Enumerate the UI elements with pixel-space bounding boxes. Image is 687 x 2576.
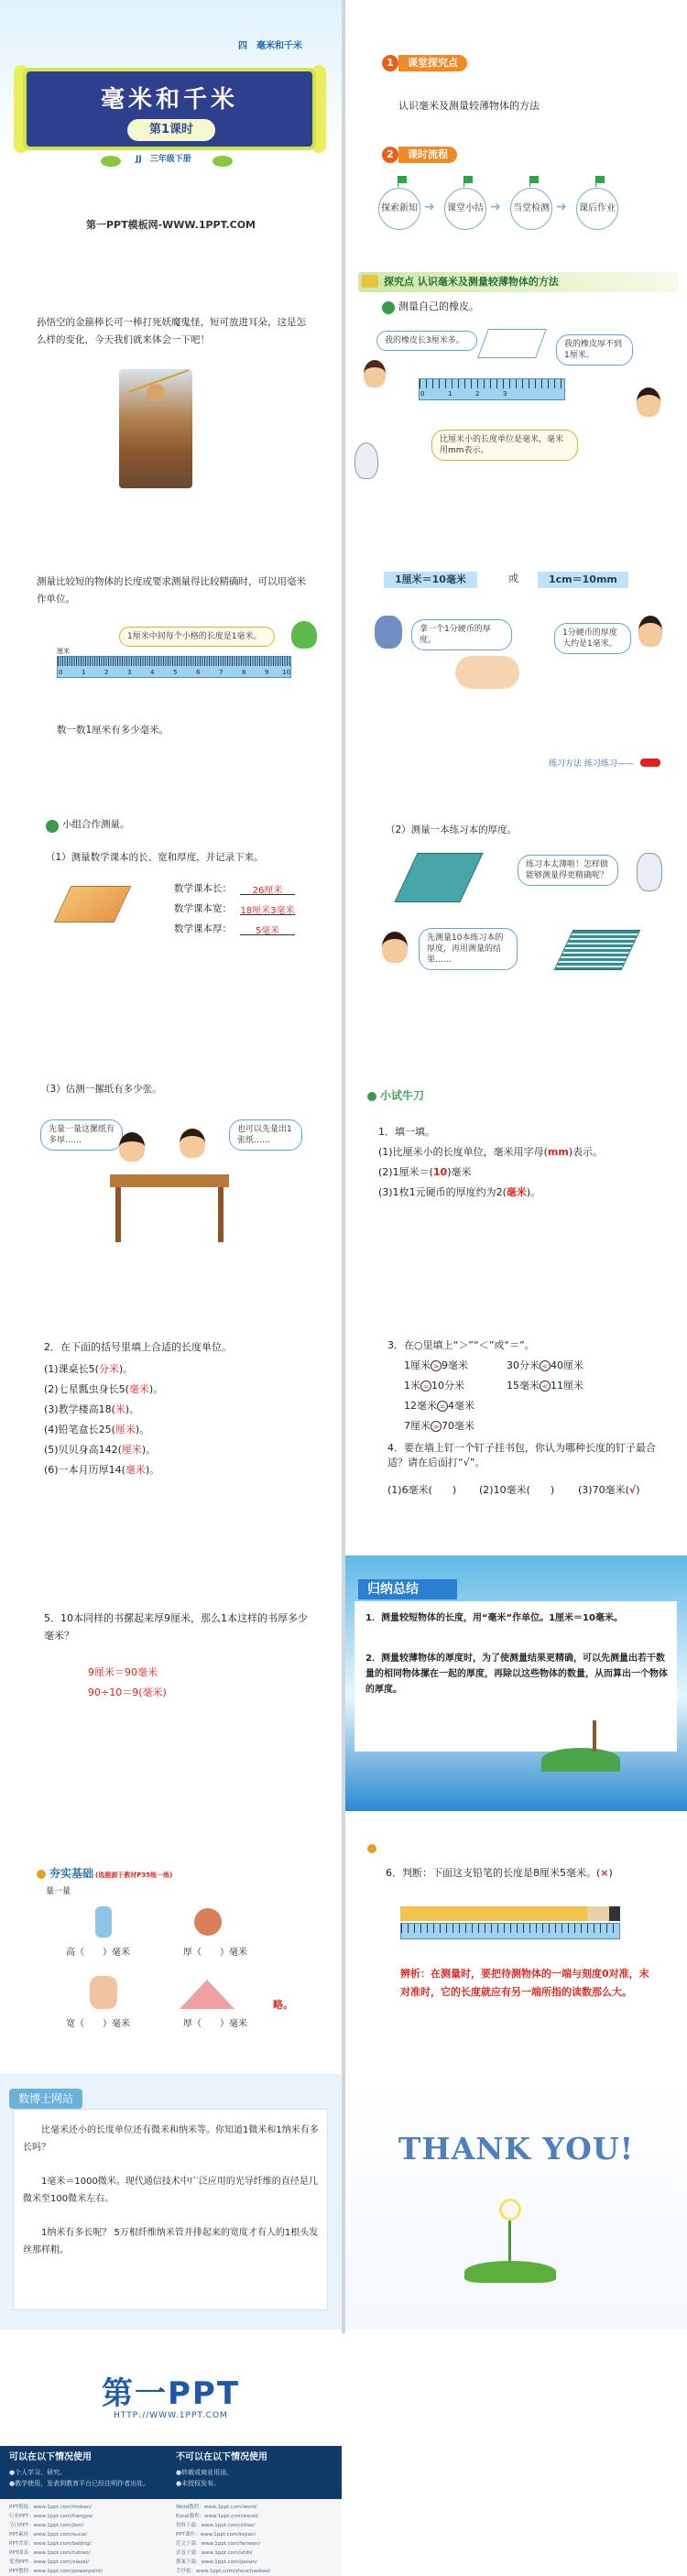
summary-point: 2．测量较薄物体的厚度时，为了使测量结果更精确，可以先测量出若干数量的相同物体摞在一起的厚度，再除以这些物体的数量，从而算出一个物体的厚度。 <box>365 1654 668 1695</box>
question-1: 1．填一填。 <box>378 1126 435 1138</box>
speech-bubble: 1分硬币的厚度大约是1毫米。 <box>554 623 631 654</box>
flag-icon <box>596 176 605 183</box>
compare-sign: > <box>431 1421 442 1432</box>
slide-summary <box>345 1555 687 1811</box>
ruler-label: 1 <box>82 669 86 676</box>
ruler-label: 0 <box>420 390 425 398</box>
compare-right: 9毫米 <box>442 1359 468 1371</box>
section-number: 1 <box>382 55 398 71</box>
arrow-right-icon: ➔ <box>556 200 567 214</box>
answer: mm <box>547 1146 569 1158</box>
edition-label: JJ 三年级下册 <box>136 155 191 164</box>
compare-item <box>507 1359 583 1373</box>
line-text: )毫米 <box>447 1166 472 1178</box>
step-text: 测量自己的橡皮。 <box>398 300 479 312</box>
leaf-icon <box>213 156 233 167</box>
ruler-label: 6 <box>196 669 201 676</box>
notebook-stack-image <box>554 930 641 970</box>
explore-title: 探究点 认识毫米及测量较薄物体的方法 <box>384 276 559 288</box>
question-3: 3．在○里填上“＞”“＜”或“＝”。 <box>387 1339 535 1351</box>
compare-sign: < <box>540 1360 551 1371</box>
link-item[interactable]: 节日PPT：www.1ppt.com/jieri/ <box>9 2523 84 2528</box>
grass-image <box>464 2261 556 2283</box>
measure-blank: 厚（ ）毫米 <box>183 2019 247 2029</box>
link-item[interactable]: 优秀PPT：www.1ppt.com/xiazai/ <box>9 2560 90 2565</box>
slide-title <box>0 0 342 256</box>
basics-heading <box>49 1866 172 1882</box>
option-1: (1)6毫米( ) <box>387 1484 457 1496</box>
question-text: 2．在下面的括号里填上合适的长度单位。 <box>44 1341 232 1353</box>
reading-paragraph: 1毫米＝1000微米。现代通信技术中广泛应用的光导纤维的直径是几微米至100微米左右。 <box>23 2177 318 2204</box>
measure-value: 26厘米 <box>240 882 295 895</box>
boy-figure <box>637 387 660 417</box>
link-item[interactable]: Word教程：www.1ppt.com/word/ <box>176 2505 257 2510</box>
link-item[interactable]: PPT教程：www.1ppt.com/powerpoint/ <box>9 2569 104 2574</box>
ruler-label: 5 <box>173 669 178 676</box>
pencil-ruler-image <box>400 1906 620 1921</box>
measure-value: 5毫米 <box>240 922 295 935</box>
section-tag: 课堂探究点 <box>398 55 467 71</box>
sub-heading: 量一量 <box>46 1887 71 1896</box>
watermark: 第一PPT模板网-WWW.1PPT.COM <box>85 219 256 231</box>
section-tag: 课时流程 <box>398 147 457 163</box>
compare-left: 1厘米 <box>404 1359 431 1371</box>
conversion-en: 1cm＝10mm <box>538 572 628 588</box>
analysis-text: 辨析：在测量时，要把待测物体的一端与刻度0对准，末对准时，它的长度就应有另一端所指的读数那么大。 <box>400 1968 649 1998</box>
eraser-image <box>477 329 547 358</box>
question-4: 4．要在墙上钉一个钉子挂书包，你认为哪种长度的钉子最合适？请在后面打“√”。 <box>387 1442 656 1468</box>
answer: 厘米 <box>121 1444 142 1456</box>
line-text: (1)比厘米小的长度单位，毫米用字母( <box>378 1146 548 1158</box>
compare-item <box>404 1359 468 1373</box>
answer: 米 <box>114 1403 125 1415</box>
boy-figure <box>638 616 662 647</box>
slide-conversion <box>345 518 687 774</box>
measure-blank: 宽（ ）毫米 <box>66 2019 130 2029</box>
flow-step: 课后作业 <box>576 188 618 230</box>
compare-right: 10分米 <box>431 1380 464 1392</box>
option-3 <box>578 1483 640 1498</box>
link-item[interactable]: 行业PPT：www.1ppt.com/hangye/ <box>9 2514 93 2519</box>
practice-heading: 小试牛刀 <box>380 1089 425 1102</box>
question-text: ) <box>608 1867 613 1879</box>
flow-step: 课堂小结 <box>444 188 486 230</box>
measure-label: 数学课本长： <box>174 883 232 894</box>
answer: 厘米 <box>114 1424 136 1435</box>
clover-icon <box>37 1870 46 1879</box>
footer-badge <box>640 759 660 767</box>
item-6 <box>44 1463 159 1478</box>
line-text: )表示。 <box>568 1146 604 1158</box>
girl-figure <box>364 360 386 387</box>
link-item[interactable]: 范文下载：www.1ppt.com/fanwen/ <box>176 2541 261 2547</box>
item-text: )。 <box>118 1363 134 1375</box>
answer-note: 略。 <box>273 1999 293 2011</box>
item-1 <box>44 1362 133 1377</box>
compare-sign: = <box>420 1381 431 1392</box>
option-text: (3)70毫米( <box>578 1484 629 1496</box>
speech-bubble: 1厘米中间每个小格的长度是1毫米。 <box>119 627 275 647</box>
frog-figure <box>291 621 317 649</box>
brand-url: HTTP://WWW.1PPT.COM <box>114 2411 228 2420</box>
step-dot <box>46 820 59 833</box>
arrow-right-icon: ➔ <box>424 200 435 214</box>
hand-coin-image <box>455 656 519 689</box>
answer: 10 <box>432 1166 448 1178</box>
clover-icon <box>367 1092 376 1101</box>
measure-label: 数学课本厚： <box>174 923 232 934</box>
ruler-label: 8 <box>242 669 246 676</box>
answer-line: 9厘米＝90毫米 <box>88 1666 158 1678</box>
boy-figure <box>382 932 408 963</box>
option-2: (2)10毫米( ) <box>479 1484 555 1496</box>
summary-panel <box>354 1601 677 1752</box>
slide-compare <box>345 1296 687 1552</box>
ruler <box>400 1923 620 1939</box>
conversion-cn: 1厘米＝10毫米 <box>384 572 477 588</box>
monkey-king-image <box>119 369 192 488</box>
slide-doctor-site <box>0 2074 342 2330</box>
bottle-image <box>95 1906 112 1937</box>
ruler-label: 4 <box>150 669 155 676</box>
flag-icon <box>398 176 407 183</box>
usage-band <box>0 2446 342 2499</box>
triangle-ruler-image <box>180 1980 234 2009</box>
step-text: 小组合作测量。 <box>62 819 130 830</box>
answer: 毫米 <box>506 1186 527 1198</box>
ruler-label: 1 <box>448 390 453 398</box>
item-text: )。 <box>125 1403 140 1415</box>
boy-figure <box>180 1129 205 1158</box>
answer: 分米 <box>98 1363 119 1375</box>
ruler <box>419 378 565 400</box>
lesson-subtitle: 第1课时 <box>127 119 215 141</box>
compare-left: 30分米 <box>507 1359 540 1371</box>
link-item[interactable]: PPT背景：www.1ppt.com/beijing/ <box>9 2541 92 2547</box>
compare-sign: > <box>431 1360 442 1371</box>
item-text: (2)七星瓢虫身长5( <box>44 1383 129 1395</box>
speech-bubble: 我的橡皮厚不到1厘米。 <box>556 334 633 366</box>
chapter-label: 四 毫米和千米 <box>238 41 302 51</box>
arrow-right-icon: ➔ <box>490 200 501 214</box>
slide-notebook <box>345 778 687 1033</box>
slide-mm-intro <box>0 518 342 774</box>
compare-right: 40厘米 <box>551 1359 583 1371</box>
step-dot <box>382 301 395 314</box>
footer-note: 练习方法 练习练习—— <box>549 759 634 769</box>
intro-text: 测量比较短的物体的长度或要求测量得比较精确时，可以用毫米作单位。 <box>37 576 306 605</box>
flower-image <box>499 2199 521 2221</box>
answer: 毫米 <box>128 1383 149 1395</box>
fill-line-1 <box>378 1145 603 1160</box>
link-item[interactable]: Excel教程：www.1ppt.com/excel/ <box>176 2514 259 2519</box>
book-image <box>54 886 132 922</box>
question-text: 数一数1厘米有多少毫米。 <box>57 725 169 736</box>
slide-basics <box>0 1815 342 2070</box>
item-text: )。 <box>135 1424 150 1435</box>
speech-bubble: 先测量10本练习本的厚度，再用测量的结果…… <box>419 928 518 970</box>
flag-icon <box>530 176 539 183</box>
slide-units <box>0 1296 342 1552</box>
thank-you-text: THANK YOU! <box>398 2131 635 2167</box>
rabbit-figure <box>637 853 662 891</box>
ruler-label: 0 <box>59 669 63 676</box>
speech-bubble: 也可以先量出1张纸…… <box>229 1119 302 1151</box>
desk-image <box>110 1174 229 1187</box>
speech-bubble: 练习本太薄啦！怎样做能够测量得更精确呢？ <box>518 855 618 886</box>
task-text: （3）估测一摞纸有多少张。 <box>40 1084 162 1095</box>
reading-paragraph: 比毫米还小的长度单位还有微米和纳米等。你知道1微米和1纳米有多长吗？ <box>23 2125 319 2153</box>
or-label: 或 <box>508 573 518 584</box>
speech-bubble: 拿一个1分硬币的厚度。 <box>411 619 512 650</box>
item-text: )。 <box>145 1464 160 1476</box>
cannot-item: ●转载或商业用途。 <box>176 2469 234 2476</box>
ruler-label: 7 <box>219 669 224 676</box>
item-text: (6)一本月历厚14( <box>44 1464 125 1476</box>
item-text: (4)铅笔盒长25( <box>44 1424 115 1435</box>
line-text: (3)1枚1元硬币的厚度约为2( <box>378 1186 507 1198</box>
slide-explore-eraser <box>345 259 687 515</box>
desk-leg <box>218 1187 224 1242</box>
ruler-label: 9 <box>265 669 269 676</box>
ruler-label: 3 <box>127 669 132 676</box>
slide-thanks <box>345 2074 687 2330</box>
section-number: 2 <box>382 147 398 163</box>
measure-blank: 厚（ ）毫米 <box>183 1948 247 1958</box>
compare-left: 15毫米 <box>507 1380 540 1392</box>
slide-story <box>0 259 342 515</box>
compare-item <box>507 1379 583 1393</box>
question-text: 6．判断：下面这支铅笔的长度是8厘米5毫米。( <box>386 1867 601 1879</box>
clover-icon <box>367 1844 376 1853</box>
compare-left: 7厘米 <box>404 1420 431 1432</box>
item-text: )。 <box>148 1383 164 1395</box>
ruler-label: 3 <box>503 390 507 398</box>
links-area <box>0 2499 342 2576</box>
title-banner <box>23 68 316 150</box>
link-item[interactable]: PPT课件：www.1ppt.com/kejian/ <box>176 2532 256 2538</box>
answer: 毫米 <box>125 1464 146 1476</box>
heading-note: (选题源于教材P35练一练) <box>95 1872 173 1879</box>
compare-item <box>404 1419 474 1434</box>
measure-label: 数学课本宽： <box>174 903 232 914</box>
judge-question <box>386 1866 613 1881</box>
leaf-icon <box>101 156 121 167</box>
item-5 <box>44 1443 156 1457</box>
speech-bubble: 我的橡皮长3厘米多。 <box>376 331 477 351</box>
item-3 <box>44 1403 139 1417</box>
link-item[interactable]: 试卷下载：www.1ppt.com/shiti/ <box>176 2550 253 2556</box>
palm-tree-image <box>593 1720 596 1752</box>
summary-point: 1．测量较短物体的长度，用“毫米”作单位。1厘米＝10毫米。 <box>365 1613 623 1623</box>
slide-footer <box>0 2333 342 2576</box>
ruler-label: 2 <box>475 390 480 398</box>
link-item[interactable]: 手抄报：www.1ppt.com/shouchaobao/ <box>176 2569 271 2574</box>
item-text: (5)贝贝身高142( <box>44 1444 122 1456</box>
speech-bubble: 先量一量这摞纸有多厚…… <box>40 1119 123 1151</box>
island-image <box>541 1748 620 1772</box>
measure-value: 18厘米3毫米 <box>240 902 295 915</box>
compare-sign: = <box>437 1401 448 1412</box>
objective-text: 认识毫米及测量较薄物体的方法 <box>398 100 540 112</box>
can-item: ●个人学习、研究。 <box>9 2469 67 2476</box>
option-text: ) <box>636 1484 640 1496</box>
story-text: 孙悟空的金箍棒长可一棒打死妖魔鬼怪，短可放进耳朵，这是怎么样的变化，今天我们就来体会一下吧！ <box>37 317 306 345</box>
compare-item <box>404 1399 474 1414</box>
rabbit-figure <box>354 442 378 479</box>
item-text: (1)课桌长5( <box>44 1363 99 1375</box>
finger-image <box>90 1976 117 2009</box>
slide-judge <box>345 1815 687 2070</box>
ruler-label: 10 <box>282 669 290 676</box>
site-label: 数博士网站 <box>9 2089 82 2109</box>
answer-line: 90÷10＝9(毫米) <box>88 1686 167 1698</box>
link-item[interactable]: PPT素材：www.1ppt.com/sucai/ <box>9 2532 88 2538</box>
fill-line-3 <box>378 1185 540 1200</box>
flow-step: 当堂检测 <box>510 188 552 230</box>
compare-right: 11厘米 <box>551 1380 583 1392</box>
cat-figure <box>375 616 402 649</box>
stem-image <box>508 2221 511 2265</box>
brand-logo: 第一PPT <box>101 2375 241 2412</box>
girl-figure <box>119 1132 145 1162</box>
link-item[interactable]: PPT模板：www.1ppt.com/moban/ <box>9 2505 93 2510</box>
summary-heading: 归纳总结 <box>358 1579 457 1599</box>
slide-objectives <box>345 0 687 256</box>
cannot-title: 不可以在以下情况使用 <box>176 2452 267 2462</box>
speech-bubble: 比厘米小的长度单位是毫米，毫米用mm表示。 <box>431 430 578 461</box>
compare-right: 70毫米 <box>442 1420 474 1432</box>
link-item[interactable]: PPT图表：www.1ppt.com/tubiao/ <box>9 2550 91 2556</box>
checkmark-answer: √ <box>628 1484 637 1496</box>
compare-item <box>404 1379 464 1393</box>
line-text: (2)1厘米＝( <box>378 1166 433 1178</box>
measure-blank: 高（ ）毫米 <box>66 1948 130 1958</box>
reading-paragraph: 1纳米有多长呢？ 5万根纤维纳米管并排起来的宽度才有人的1根头发丝那样粗。 <box>23 2228 319 2255</box>
slide-paper-stack <box>0 1037 342 1293</box>
desk-leg <box>115 1187 121 1242</box>
slide-books <box>0 1555 342 1811</box>
task-text: （1）测量数学课本的长、宽和厚度，并记录下来。 <box>46 852 264 863</box>
can-item: ●教学使用，发表到教育平台已经注明作者出处。 <box>9 2480 150 2487</box>
lesson-title: 毫米和千米 <box>100 86 238 114</box>
item-text: )。 <box>141 1444 157 1456</box>
item-4 <box>44 1423 149 1437</box>
link-item[interactable]: 教案下载：www.1ppt.com/jiaoan/ <box>176 2560 257 2565</box>
item-text: (3)教学楼高18( <box>44 1403 115 1415</box>
line-text: )。 <box>526 1186 541 1198</box>
item-2 <box>44 1382 163 1397</box>
cannot-item: ●未授权发布。 <box>176 2480 221 2487</box>
ruler-label: 2 <box>104 669 109 676</box>
compare-right: 4毫米 <box>448 1400 474 1412</box>
compare-left: 12毫米 <box>404 1400 437 1412</box>
task-text: （2）测量一本练习本的厚度。 <box>386 824 518 835</box>
heading-text: 夯实基础 <box>49 1867 94 1880</box>
slide-group-measure <box>0 778 342 1033</box>
coin-image <box>194 1908 222 1936</box>
reading-panel <box>13 2109 328 2310</box>
explore-banner <box>358 272 679 292</box>
fill-line-2 <box>378 1165 471 1180</box>
link-item[interactable]: 资料下载：www.1ppt.com/ziliao/ <box>176 2523 256 2528</box>
can-title: 可以在以下情况使用 <box>9 2452 92 2462</box>
compare-left: 1米 <box>404 1380 420 1392</box>
flow-step: 探索新知 <box>378 188 420 230</box>
compare-sign: < <box>540 1381 551 1392</box>
notebook-image <box>394 853 483 902</box>
judge-answer: × <box>600 1867 609 1879</box>
question-text: 5．10本同样的书摞起来厚9厘米，那么1本这样的书厚多少毫米？ <box>44 1612 308 1642</box>
slide-try <box>345 1037 687 1293</box>
book-icon <box>362 275 378 288</box>
flag-icon <box>464 176 473 183</box>
ruler-unit: 厘米 <box>57 648 70 655</box>
